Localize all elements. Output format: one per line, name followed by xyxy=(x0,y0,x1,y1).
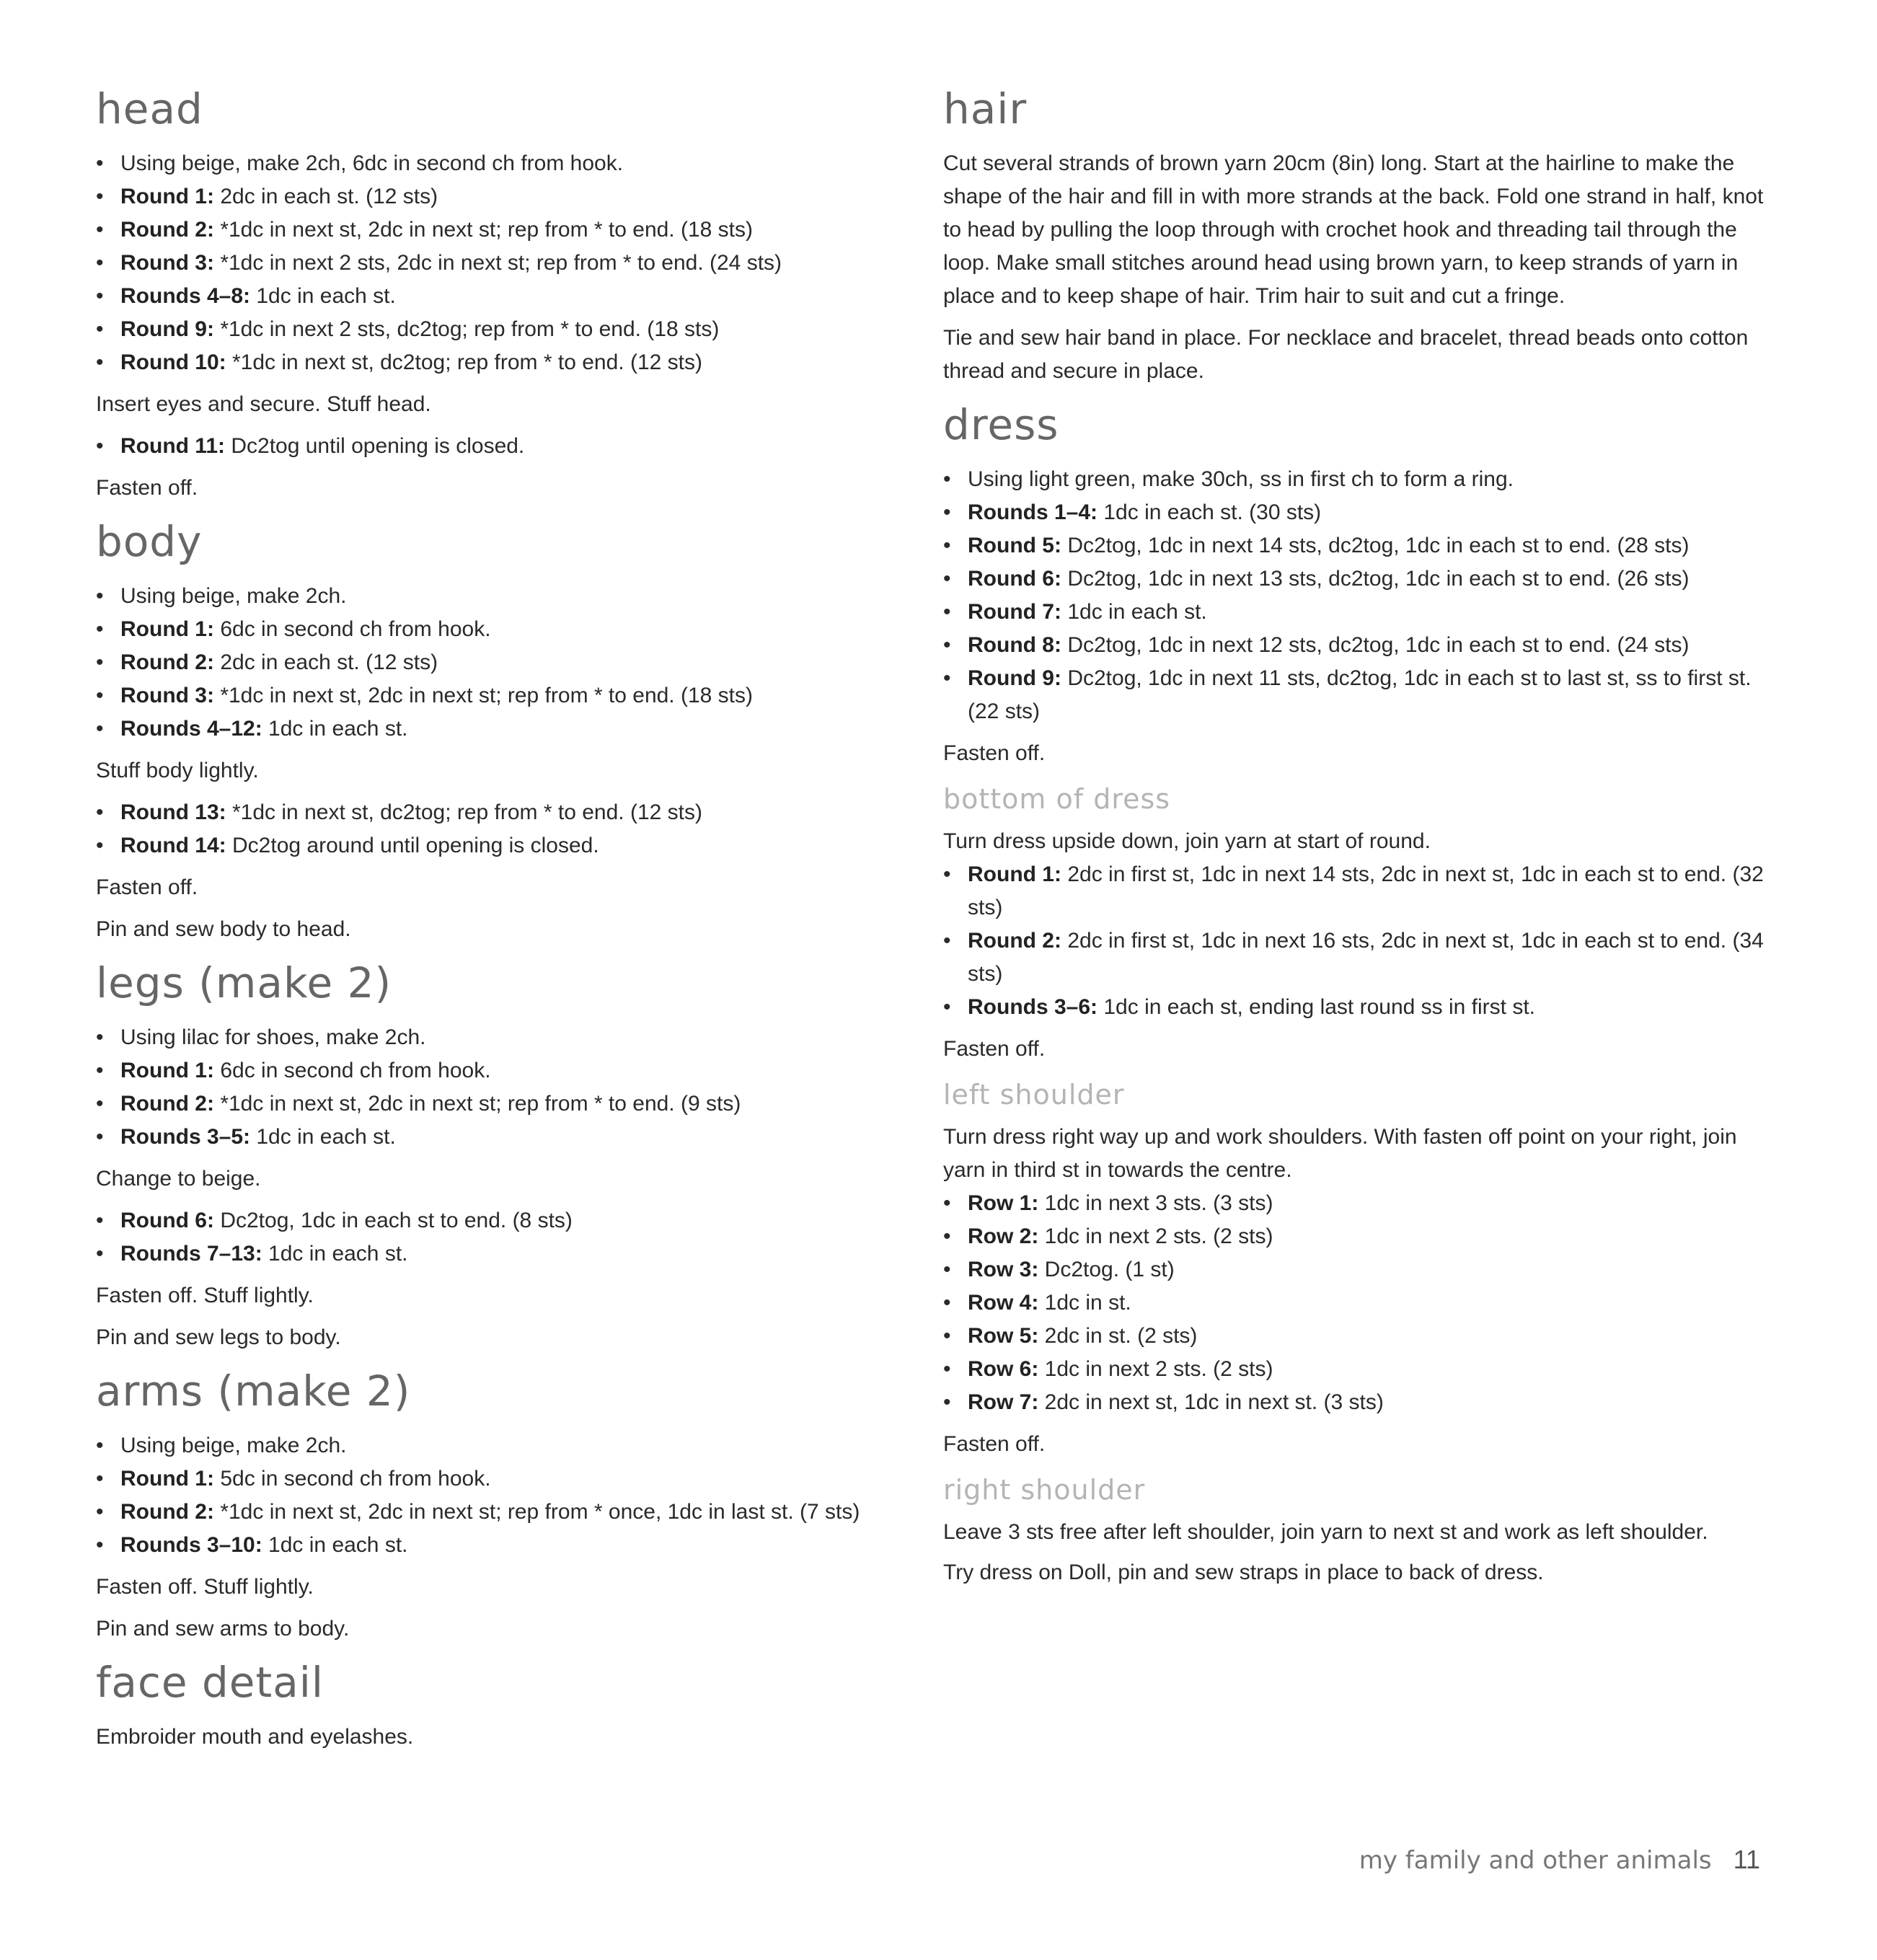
page-footer xyxy=(1359,1845,1760,1875)
section-body xyxy=(96,513,882,946)
bullet-icon: • xyxy=(96,834,104,857)
instruction-bullet xyxy=(96,1121,882,1154)
instruction-paragraph: Insert eyes and secure. Stuff head. xyxy=(96,392,431,416)
step-label: Round 1: xyxy=(120,185,214,208)
step-label: Round 7: xyxy=(968,600,1061,624)
instruction-bullet xyxy=(96,280,882,313)
running-title: my family and other animals xyxy=(1359,1846,1712,1875)
step-label: Rounds 3–10: xyxy=(120,1533,262,1557)
step-text: 1dc in each st. xyxy=(262,1533,408,1557)
instruction-bullet xyxy=(96,1462,882,1496)
section-bottom-of-dress xyxy=(943,779,1765,1066)
instruction-paragraph: Fasten off. xyxy=(96,875,198,899)
section-heading: arms (make 2) xyxy=(96,1367,411,1416)
instruction-paragraph: Fasten off. xyxy=(943,741,1046,765)
bullet-icon: • xyxy=(96,151,104,175)
section-heading: right shoulder xyxy=(943,1474,1146,1506)
step-text: Using lilac for shoes, make 2ch. xyxy=(120,1025,426,1049)
step-label: Round 3: xyxy=(120,251,214,275)
instruction-bullet xyxy=(96,346,882,379)
instruction-bullet xyxy=(96,1237,882,1271)
instruction-bullet xyxy=(96,180,882,213)
step-label: Row 1: xyxy=(968,1191,1039,1215)
section-left-shoulder xyxy=(943,1074,1765,1461)
right-column xyxy=(943,81,1765,1598)
instruction-paragraph: Stuff body lightly. xyxy=(96,759,259,782)
instruction-paragraph: Fasten off. Stuff lightly. xyxy=(96,1575,314,1599)
step-label: Round 11: xyxy=(120,434,226,458)
bullet-icon: • xyxy=(943,467,951,491)
section-heading: body xyxy=(96,517,203,566)
step-label: Round 1: xyxy=(120,1467,214,1491)
instruction-paragraph: Fasten off. xyxy=(943,1432,1046,1456)
bullet-icon: • xyxy=(96,1500,104,1524)
step-text: *1dc in next st, 2dc in next st; rep from * to end. (9 sts) xyxy=(213,1092,741,1116)
bullet-icon: • xyxy=(96,185,104,208)
step-text: 1dc in next 3 sts. (3 sts) xyxy=(1038,1191,1273,1215)
bullet-icon: • xyxy=(943,862,951,886)
bullet-icon: • xyxy=(96,317,104,341)
instruction-bullet xyxy=(943,629,1765,662)
step-text: 2dc in first st, 1dc in next 16 sts, 2dc in next st, 1dc in each st to end. (34 sts) xyxy=(968,929,1764,986)
step-label: Round 2: xyxy=(120,218,214,242)
instruction-bullet xyxy=(96,1204,882,1237)
step-text: Dc2tog, 1dc in next 11 sts, dc2tog, 1dc in each st to last st, ss to first st. (22 sts) xyxy=(968,666,1752,723)
instruction-bullet xyxy=(943,1187,1765,1220)
instruction-bullet xyxy=(96,1529,882,1562)
instruction-bullet xyxy=(943,463,1765,496)
bullet-icon: • xyxy=(943,666,951,690)
step-text: 1dc in each st. xyxy=(262,717,408,741)
instruction-bullet xyxy=(96,679,882,712)
instruction-bullet xyxy=(943,1220,1765,1253)
instruction-bullet xyxy=(96,247,882,280)
instruction-paragraph: Pin and sew legs to body. xyxy=(96,1325,341,1349)
instruction-paragraph: Embroider mouth and eyelashes. xyxy=(96,1725,414,1749)
section-face-detail xyxy=(96,1654,882,1754)
instruction-bullet xyxy=(96,580,882,613)
section-heading: bottom of dress xyxy=(943,783,1171,815)
step-label: Rounds 4–12: xyxy=(120,717,262,741)
step-label: Rounds 3–6: xyxy=(968,995,1098,1019)
step-label: Round 1: xyxy=(120,617,214,641)
step-text: 1dc in next 2 sts. (2 sts) xyxy=(1038,1224,1273,1248)
bullet-icon: • xyxy=(96,1059,104,1082)
section-heading: face detail xyxy=(96,1658,324,1707)
step-text: 1dc in each st. (30 sts) xyxy=(1098,500,1322,524)
instruction-paragraph: Turn dress upside down, join yarn at start of round. xyxy=(943,829,1431,853)
step-label: Row 6: xyxy=(968,1357,1039,1381)
step-text: 5dc in second ch from hook. xyxy=(213,1467,491,1491)
instruction-bullet xyxy=(96,829,882,862)
step-label: Row 2: xyxy=(968,1224,1039,1248)
instruction-paragraph: Cut several strands of brown yarn 20cm (8in) long. Start at the hairline to make the shape of the hair and fill in with more strands at the back. Fold one strand in half, knot to head by pulling the loop through with crochet hook and threading tail through the loop. Make small stitches around head using brown yarn, to keep strands of yarn in place and to keep shape of hair. Trim hair to suit and cut a fringe. xyxy=(943,151,1764,308)
step-label: Rounds 4–8: xyxy=(120,284,251,308)
step-text: Dc2tog around until opening is closed. xyxy=(226,834,599,857)
bullet-icon: • xyxy=(943,1324,951,1348)
step-text: 1dc in each st. xyxy=(250,1125,396,1149)
bullet-icon: • xyxy=(96,350,104,374)
section-head xyxy=(96,81,882,505)
section-heading: dress xyxy=(943,400,1059,449)
bullet-icon: • xyxy=(96,434,104,458)
step-label: Round 10: xyxy=(120,350,226,374)
bullet-icon: • xyxy=(96,251,104,275)
step-text: Using beige, make 2ch. xyxy=(120,1434,347,1457)
step-label: Rounds 1–4: xyxy=(968,500,1098,524)
step-text: Dc2tog, 1dc in next 13 sts, dc2tog, 1dc in each st to end. (26 sts) xyxy=(1061,567,1690,591)
instruction-paragraph: Tie and sew hair band in place. For necklace and bracelet, thread beads onto cotton thread and secure in place. xyxy=(943,326,1749,383)
bullet-icon: • xyxy=(943,1224,951,1248)
bullet-icon: • xyxy=(96,1092,104,1116)
step-text: *1dc in next st, dc2tog; rep from * to end. (12 sts) xyxy=(226,800,702,824)
step-text: 1dc in each st. xyxy=(1061,600,1207,624)
instruction-bullet xyxy=(96,313,882,346)
step-text: 2dc in st. (2 sts) xyxy=(1038,1324,1198,1348)
instruction-bullet xyxy=(96,646,882,679)
step-label: Row 7: xyxy=(968,1390,1039,1414)
step-text: Dc2tog. (1 st) xyxy=(1038,1258,1175,1281)
instruction-bullet xyxy=(96,1054,882,1087)
step-label: Round 1: xyxy=(968,862,1061,886)
step-text: 2dc in first st, 1dc in next 14 sts, 2dc in next st, 1dc in each st to end. (32 sts) xyxy=(968,862,1764,919)
bullet-icon: • xyxy=(943,1357,951,1381)
step-label: Round 5: xyxy=(968,534,1061,557)
instruction-bullet xyxy=(96,1429,882,1462)
bullet-icon: • xyxy=(96,684,104,707)
bullet-icon: • xyxy=(96,584,104,608)
step-label: Round 13: xyxy=(120,800,226,824)
instruction-bullet xyxy=(943,562,1765,596)
instruction-paragraph: Turn dress right way up and work shoulders. With fasten off point on your right, join yarn in third st in towards the centre. xyxy=(943,1125,1737,1182)
step-label: Round 2: xyxy=(120,1092,214,1116)
step-text: Using light green, make 30ch, ss in first ch to form a ring. xyxy=(968,467,1514,491)
step-label: Round 2: xyxy=(120,1500,214,1524)
step-text: 1dc in st. xyxy=(1038,1291,1131,1315)
bullet-icon: • xyxy=(943,995,951,1019)
bullet-icon: • xyxy=(96,650,104,674)
step-text: Dc2tog, 1dc in each st to end. (8 sts) xyxy=(213,1209,573,1232)
step-text: Using beige, make 2ch, 6dc in second ch from hook. xyxy=(120,151,624,175)
instruction-paragraph: Fasten off. Stuff lightly. xyxy=(96,1284,314,1307)
step-label: Round 2: xyxy=(120,650,214,674)
instruction-paragraph: Change to beige. xyxy=(96,1167,261,1191)
section-dress xyxy=(943,397,1765,770)
bullet-icon: • xyxy=(96,218,104,242)
instruction-bullet xyxy=(96,1087,882,1121)
bullet-icon: • xyxy=(943,534,951,557)
instruction-bullet xyxy=(943,924,1765,991)
instruction-bullet xyxy=(943,1386,1765,1419)
bullet-icon: • xyxy=(96,1025,104,1049)
step-label: Round 3: xyxy=(120,684,214,707)
section-arms-make-2 xyxy=(96,1363,882,1646)
bullet-icon: • xyxy=(96,1209,104,1232)
step-text: Using beige, make 2ch. xyxy=(120,584,347,608)
instruction-paragraph: Fasten off. xyxy=(943,1037,1046,1061)
section-heading: left shoulder xyxy=(943,1079,1125,1111)
instruction-bullet xyxy=(96,430,882,463)
bullet-icon: • xyxy=(943,1390,951,1414)
step-label: Rounds 7–13: xyxy=(120,1242,262,1266)
step-label: Round 6: xyxy=(968,567,1061,591)
instruction-bullet xyxy=(96,147,882,180)
instruction-bullet xyxy=(96,712,882,746)
bullet-icon: • xyxy=(943,567,951,591)
step-text: *1dc in next st, dc2tog; rep from * to end. (12 sts) xyxy=(226,350,702,374)
instruction-paragraph: Pin and sew arms to body. xyxy=(96,1617,350,1641)
step-label: Round 1: xyxy=(120,1059,214,1082)
bullet-icon: • xyxy=(96,617,104,641)
instruction-bullet xyxy=(943,529,1765,562)
bullet-icon: • xyxy=(96,1125,104,1149)
step-text: Dc2tog until opening is closed. xyxy=(225,434,525,458)
instruction-bullet xyxy=(943,858,1765,924)
step-label: Rounds 3–5: xyxy=(120,1125,251,1149)
step-text: Dc2tog, 1dc in next 12 sts, dc2tog, 1dc in each st to end. (24 sts) xyxy=(1061,633,1690,657)
instruction-paragraph: Try dress on Doll, pin and sew straps in place to back of dress. xyxy=(943,1561,1544,1584)
step-text: 1dc in next 2 sts. (2 sts) xyxy=(1038,1357,1273,1381)
bullet-icon: • xyxy=(943,1291,951,1315)
bullet-icon: • xyxy=(943,1191,951,1215)
step-label: Round 6: xyxy=(120,1209,214,1232)
step-text: 1dc in each st. xyxy=(250,284,396,308)
section-legs-make-2 xyxy=(96,955,882,1354)
instruction-bullet xyxy=(96,1021,882,1054)
instruction-paragraph: Fasten off. xyxy=(96,476,198,500)
step-label: Row 4: xyxy=(968,1291,1039,1315)
bullet-icon: • xyxy=(96,284,104,308)
step-label: Row 5: xyxy=(968,1324,1039,1348)
left-column xyxy=(96,81,882,1762)
step-text: 2dc in each st. (12 sts) xyxy=(213,650,438,674)
bullet-icon: • xyxy=(96,1242,104,1266)
step-text: Dc2tog, 1dc in next 14 sts, dc2tog, 1dc in each st to end. (28 sts) xyxy=(1061,534,1690,557)
instruction-bullet xyxy=(943,1253,1765,1286)
section-right-shoulder xyxy=(943,1470,1765,1589)
section-heading: hair xyxy=(943,84,1028,133)
section-hair xyxy=(943,81,1765,388)
instruction-bullet xyxy=(96,1496,882,1529)
step-text: *1dc in next 2 sts, 2dc in next st; rep from * to end. (24 sts) xyxy=(213,251,782,275)
step-text: 2dc in next st, 1dc in next st. (3 sts) xyxy=(1038,1390,1384,1414)
instruction-bullet xyxy=(96,213,882,247)
step-text: 6dc in second ch from hook. xyxy=(213,617,491,641)
step-label: Round 9: xyxy=(968,666,1061,690)
bullet-icon: • xyxy=(96,800,104,824)
instruction-bullet xyxy=(96,613,882,646)
instruction-bullet xyxy=(943,596,1765,629)
step-label: Round 9: xyxy=(120,317,214,341)
bullet-icon: • xyxy=(96,1533,104,1557)
instruction-paragraph: Pin and sew body to head. xyxy=(96,917,351,941)
step-label: Round 8: xyxy=(968,633,1061,657)
bullet-icon: • xyxy=(96,717,104,741)
bullet-icon: • xyxy=(943,633,951,657)
bullet-icon: • xyxy=(943,600,951,624)
step-text: 2dc in each st. (12 sts) xyxy=(213,185,438,208)
instruction-paragraph: Leave 3 sts free after left shoulder, join yarn to next st and work as left shoulder. xyxy=(943,1520,1708,1544)
section-heading: legs (make 2) xyxy=(96,958,392,1007)
instruction-bullet xyxy=(96,796,882,829)
bullet-icon: • xyxy=(96,1434,104,1457)
bullet-icon: • xyxy=(96,1467,104,1491)
step-text: 1dc in each st, ending last round ss in first st. xyxy=(1098,995,1536,1019)
bullet-icon: • xyxy=(943,929,951,953)
step-text: 1dc in each st. xyxy=(262,1242,408,1266)
instruction-bullet xyxy=(943,496,1765,529)
step-label: Round 14: xyxy=(120,834,226,857)
bullet-icon: • xyxy=(943,1258,951,1281)
page-number: 11 xyxy=(1733,1845,1760,1874)
step-text: 6dc in second ch from hook. xyxy=(213,1059,491,1082)
step-label: Row 3: xyxy=(968,1258,1039,1281)
bullet-icon: • xyxy=(943,500,951,524)
step-label: Round 2: xyxy=(968,929,1061,953)
instruction-bullet xyxy=(943,1320,1765,1353)
instruction-bullet xyxy=(943,1286,1765,1320)
step-text: *1dc in next st, 2dc in next st; rep from * to end. (18 sts) xyxy=(213,684,753,707)
instruction-bullet xyxy=(943,991,1765,1024)
section-heading: head xyxy=(96,84,203,133)
step-text: *1dc in next 2 sts, dc2tog; rep from * to end. (18 sts) xyxy=(213,317,720,341)
step-text: *1dc in next st, 2dc in next st; rep from * once, 1dc in last st. (7 sts) xyxy=(213,1500,860,1524)
instruction-bullet xyxy=(943,662,1765,728)
step-text: *1dc in next st, 2dc in next st; rep from * to end. (18 sts) xyxy=(213,218,753,242)
instruction-bullet xyxy=(943,1353,1765,1386)
